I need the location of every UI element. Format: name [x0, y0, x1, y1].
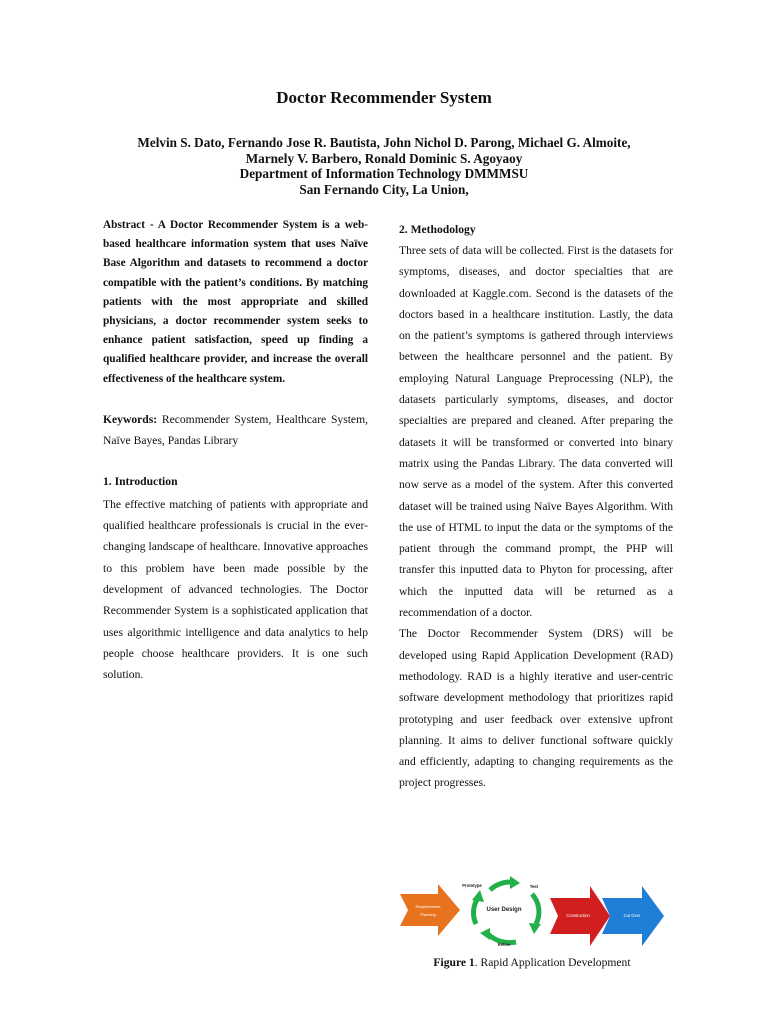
construction-arrow-label: Construction — [566, 913, 590, 918]
figure-caption-text: . Rapid Application Development — [474, 956, 631, 969]
cycle-label-center: User Design — [486, 907, 522, 913]
cycle-arrow-left — [473, 898, 478, 924]
cycle-arrowhead-right — [529, 923, 541, 934]
author-block — [90, 135, 678, 197]
keywords-label: Keywords: — [103, 412, 158, 426]
cutover-arrow-label: Cut Over — [623, 913, 641, 918]
methodology-para2: The Doctor Recommender System (DRS) will be developed using Rapid Application Development (RAD) methodology. RAD is a highly iterative and user-centric software development methodology that prioritizes rapid prototyping and user feedback over extensive upfront planning. It aims to deliver functional software quickly and efficiently, adapting to changing requirements as the project progresses. — [399, 627, 673, 790]
introduction-body: The effective matching of patients with appropriate and qualified healthcare professionals is crucial in the ever-changing landscape of healthcare. Innovative approaches to this problem have been made possible by the development of advanced technologies. The Doctor Recommender System is a sophisticated application that uses algorithmic intelligence and data analytics to help people choose healthcare providers. It is one such solution. — [103, 497, 368, 682]
author-names-line1: Melvin S. Dato, Fernando Jose R. Bautista, John Nichol D. Parong, Michael G. Almoite, — [137, 135, 631, 150]
cycle-label-top: Prototype — [462, 883, 482, 888]
methodology-para1: Three sets of data will be collected. First is the datasets for symptoms, diseases, and doctor specialties that are downloaded at Kaggle.com. Second is the datasets of the doctors based in a healthcare institution. Lastly, the data on the patient’s symptoms is gathered through interviews between the healthcare personnel and the patient. By employing Natural Language Preprocessing (NLP), the datasets particularly symptoms, diseases, and doctor specialties are prepared and cleaned. After preparing the datasets it will be transformed or converted into binary matrix using the Pandas Library. The data converted will now serve as a model of the system. After this converted dataset will be trained using Naïve Bayes Algorithm. With the use of HTML to input the data or the symptoms of the patient through the command prompt, the PHP will transfer this inputted data to Phyton for processing, after which the inputted data will be returned as a recommendation of a doctor. — [399, 244, 673, 620]
keywords-text: Recommender System, Healthcare System, Naïve Bayes, Pandas Library — [103, 412, 368, 447]
rad-figure — [398, 876, 666, 948]
requirements-arrow-label: Requirements — [415, 904, 441, 909]
cycle-arrow-top — [490, 882, 512, 890]
introduction-heading: 1. Introduction — [103, 474, 178, 488]
right-column — [399, 221, 673, 794]
author-department: Department of Information Technology DMMMSU — [239, 166, 529, 182]
abstract: Abstract - A Doctor Recommender System is a web-based healthcare information system that uses Naïve Base Algorithm and datasets to recommend a doctor compatible with the patient’s conditions. By matching patients with the most appropriate and skilled physicians, a doctor recommender system seeks to enhance patient satisfaction, speed up finding a qualified healthcare provider, and increase the overall effectiveness of the healthcare system. — [103, 219, 368, 385]
methodology-heading: 2. Methodology — [399, 223, 476, 236]
cycle-label-right: Test — [529, 884, 539, 889]
cycle-arrowhead-top — [510, 876, 520, 889]
cycle-arrowhead-bottom — [480, 928, 490, 940]
requirements-arrow — [400, 884, 460, 936]
author-location: San Fernando City, La Union, — [299, 181, 469, 197]
cycle-arrowhead-left — [472, 890, 484, 902]
figure-caption — [398, 956, 666, 969]
paper-title: Doctor Recommender System — [276, 88, 492, 107]
author-names-line2: Marnely V. Barbero, Ronald Dominic S. Agoyaoy — [245, 150, 523, 166]
keywords — [103, 409, 368, 451]
planning-arrow-label: Planning — [420, 912, 436, 917]
cycle-arrow-right — [532, 894, 539, 924]
left-column — [103, 216, 368, 686]
cycle-label-bottom: Refine — [497, 942, 511, 947]
figure-caption-label: Figure 1 — [433, 956, 475, 969]
